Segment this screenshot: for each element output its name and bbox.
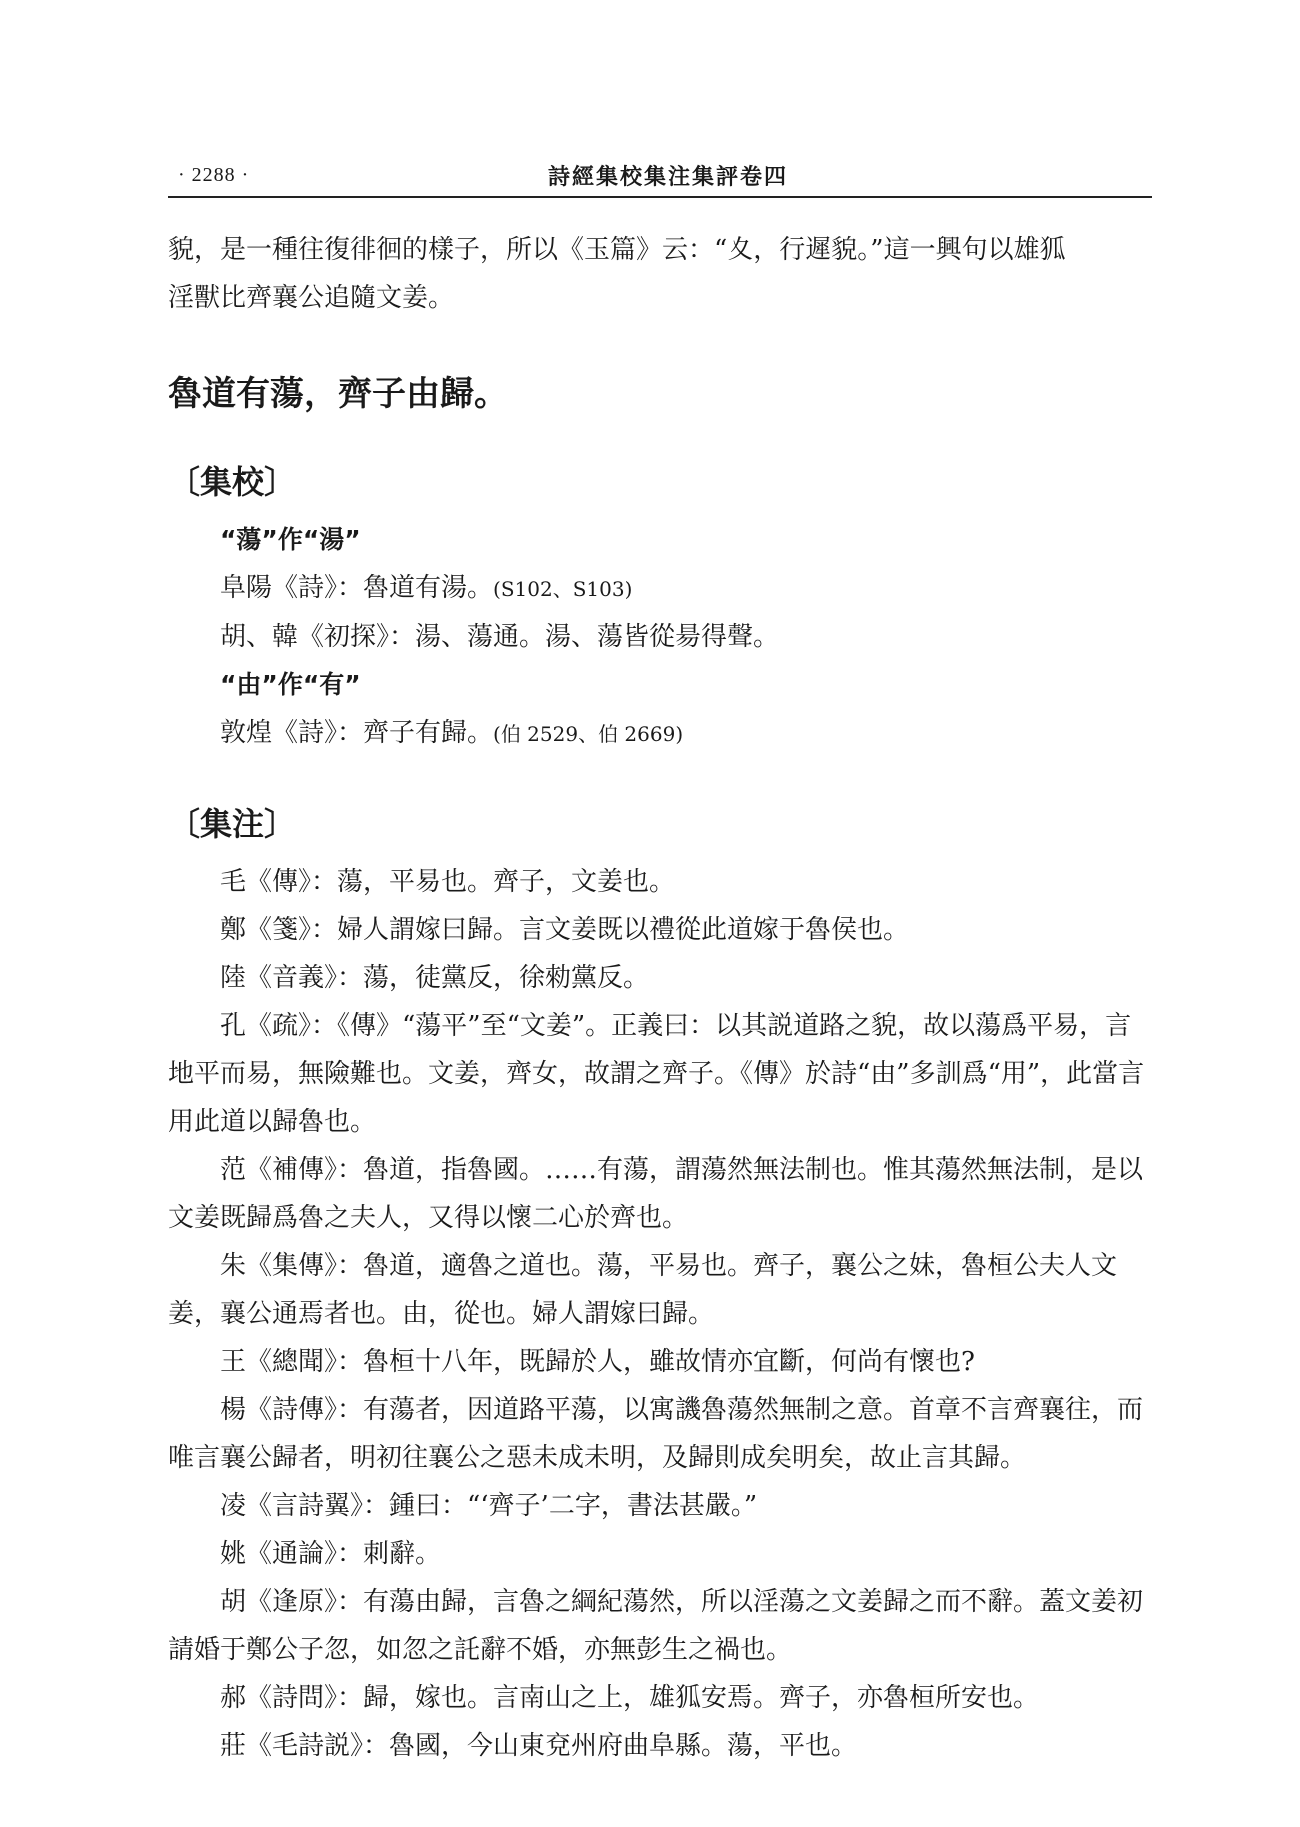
jizhu-heading: 〔集注〕 [168, 805, 297, 843]
intro-line-2: 淫獸比齊襄公追隨文姜。 [168, 283, 455, 313]
commentary-paragraph: 范《補傳》：魯道，指魯國。……有蕩，謂蕩然無法制也。惟其蕩然無法制，是以文姜既歸爲魯之夫人，又得以懷二心於齊也。 [168, 1155, 1144, 1233]
commentary-paragraph: 鄭《箋》：婦人謂嫁曰歸。言文姜既以禮從此道嫁于魯侯也。 [220, 915, 910, 945]
jijiao-heading: 〔集校〕 [168, 463, 297, 501]
commentary-paragraph: 王《總聞》：魯桓十八年，既歸於人，雖故情亦宜斷，何尚有懷也? [220, 1347, 975, 1377]
collation-entry-2: 胡、韓《初探》：湯、蕩通。湯、蕩皆從昜得聲。 [220, 622, 780, 652]
commentary-paragraph: 毛《傳》：蕩，平易也。齊子，文姜也。 [220, 867, 676, 897]
header-rule [168, 196, 1152, 198]
collation-entry-1-text: 阜陽《詩》：魯道有湯。 [220, 573, 494, 603]
intro-line-1: 貌，是一種往復徘徊的樣子，所以《玉篇》云：“夊，行遲貌。”這一興句以雄狐 [168, 235, 1066, 265]
running-title: 詩經集校集注集評卷四 [548, 164, 789, 190]
collation-entry-3-text: 敦煌《詩》：齊子有歸。 [220, 718, 494, 748]
page-number: · 2288 · [178, 164, 250, 186]
commentary-paragraph: 莊《毛詩説》：魯國，今山東兗州府曲阜縣。蕩，平也。 [220, 1731, 858, 1761]
variant-heading-2: “由”作“有” [220, 670, 361, 699]
collation-entry-3-ref: (伯 2529、伯 2669) [493, 722, 684, 746]
verse-line: 魯道有蕩，齊子由歸。 [168, 374, 508, 414]
variant-heading-1: “蕩”作“湯” [220, 525, 361, 554]
page-body [168, 226, 1152, 1770]
page-header [168, 160, 1150, 194]
collation-entry-1 [168, 564, 1152, 613]
commentary-paragraph: 孔《疏》：《傳》“蕩平”至“文姜”。正義曰：以其説道路之貌，故以蕩爲平易，言地平而易，無險難也。文姜，齊女，故謂之齊子。《傳》於詩“由”多訓爲“用”，此當言用此道以歸魯也。 [168, 1011, 1145, 1137]
commentary-paragraph: 楊《詩傳》：有蕩者，因道路平蕩，以寓譏魯蕩然無制之意。首章不言齊襄往，而唯言襄公歸者，明初往襄公之惡未成未明，及歸則成矣明矣，故止言其歸。 [168, 1395, 1144, 1473]
commentary-paragraph: 郝《詩問》：歸，嫁也。言南山之上，雄狐安焉。齊子，亦魯桓所安也。 [220, 1683, 1040, 1713]
collation-entry-1-ref: (S102、S103) [493, 577, 633, 601]
collation-entry-3 [168, 709, 1152, 758]
commentary-paragraph: 朱《集傳》：魯道，適魯之道也。蕩，平易也。齊子，襄公之妹，魯桓公夫人文姜，襄公通焉者也。由，從也。婦人謂嫁曰歸。 [168, 1251, 1118, 1329]
commentary-paragraph: 陸《音義》：蕩，徒黨反，徐勑黨反。 [220, 963, 650, 993]
commentary-paragraph: 胡《逢原》：有蕩由歸，言魯之綱紀蕩然，所以淫蕩之文姜歸之而不辭。蓋文姜初請婚于鄭公子忽，如忽之託辭不婚，亦無彭生之禍也。 [168, 1587, 1144, 1665]
commentary-paragraph: 凌《言詩翼》：鍾曰：“‘齊子’二字，書法甚嚴。” [220, 1491, 758, 1521]
commentary-paragraph: 姚《通論》：刺辭。 [220, 1539, 442, 1569]
